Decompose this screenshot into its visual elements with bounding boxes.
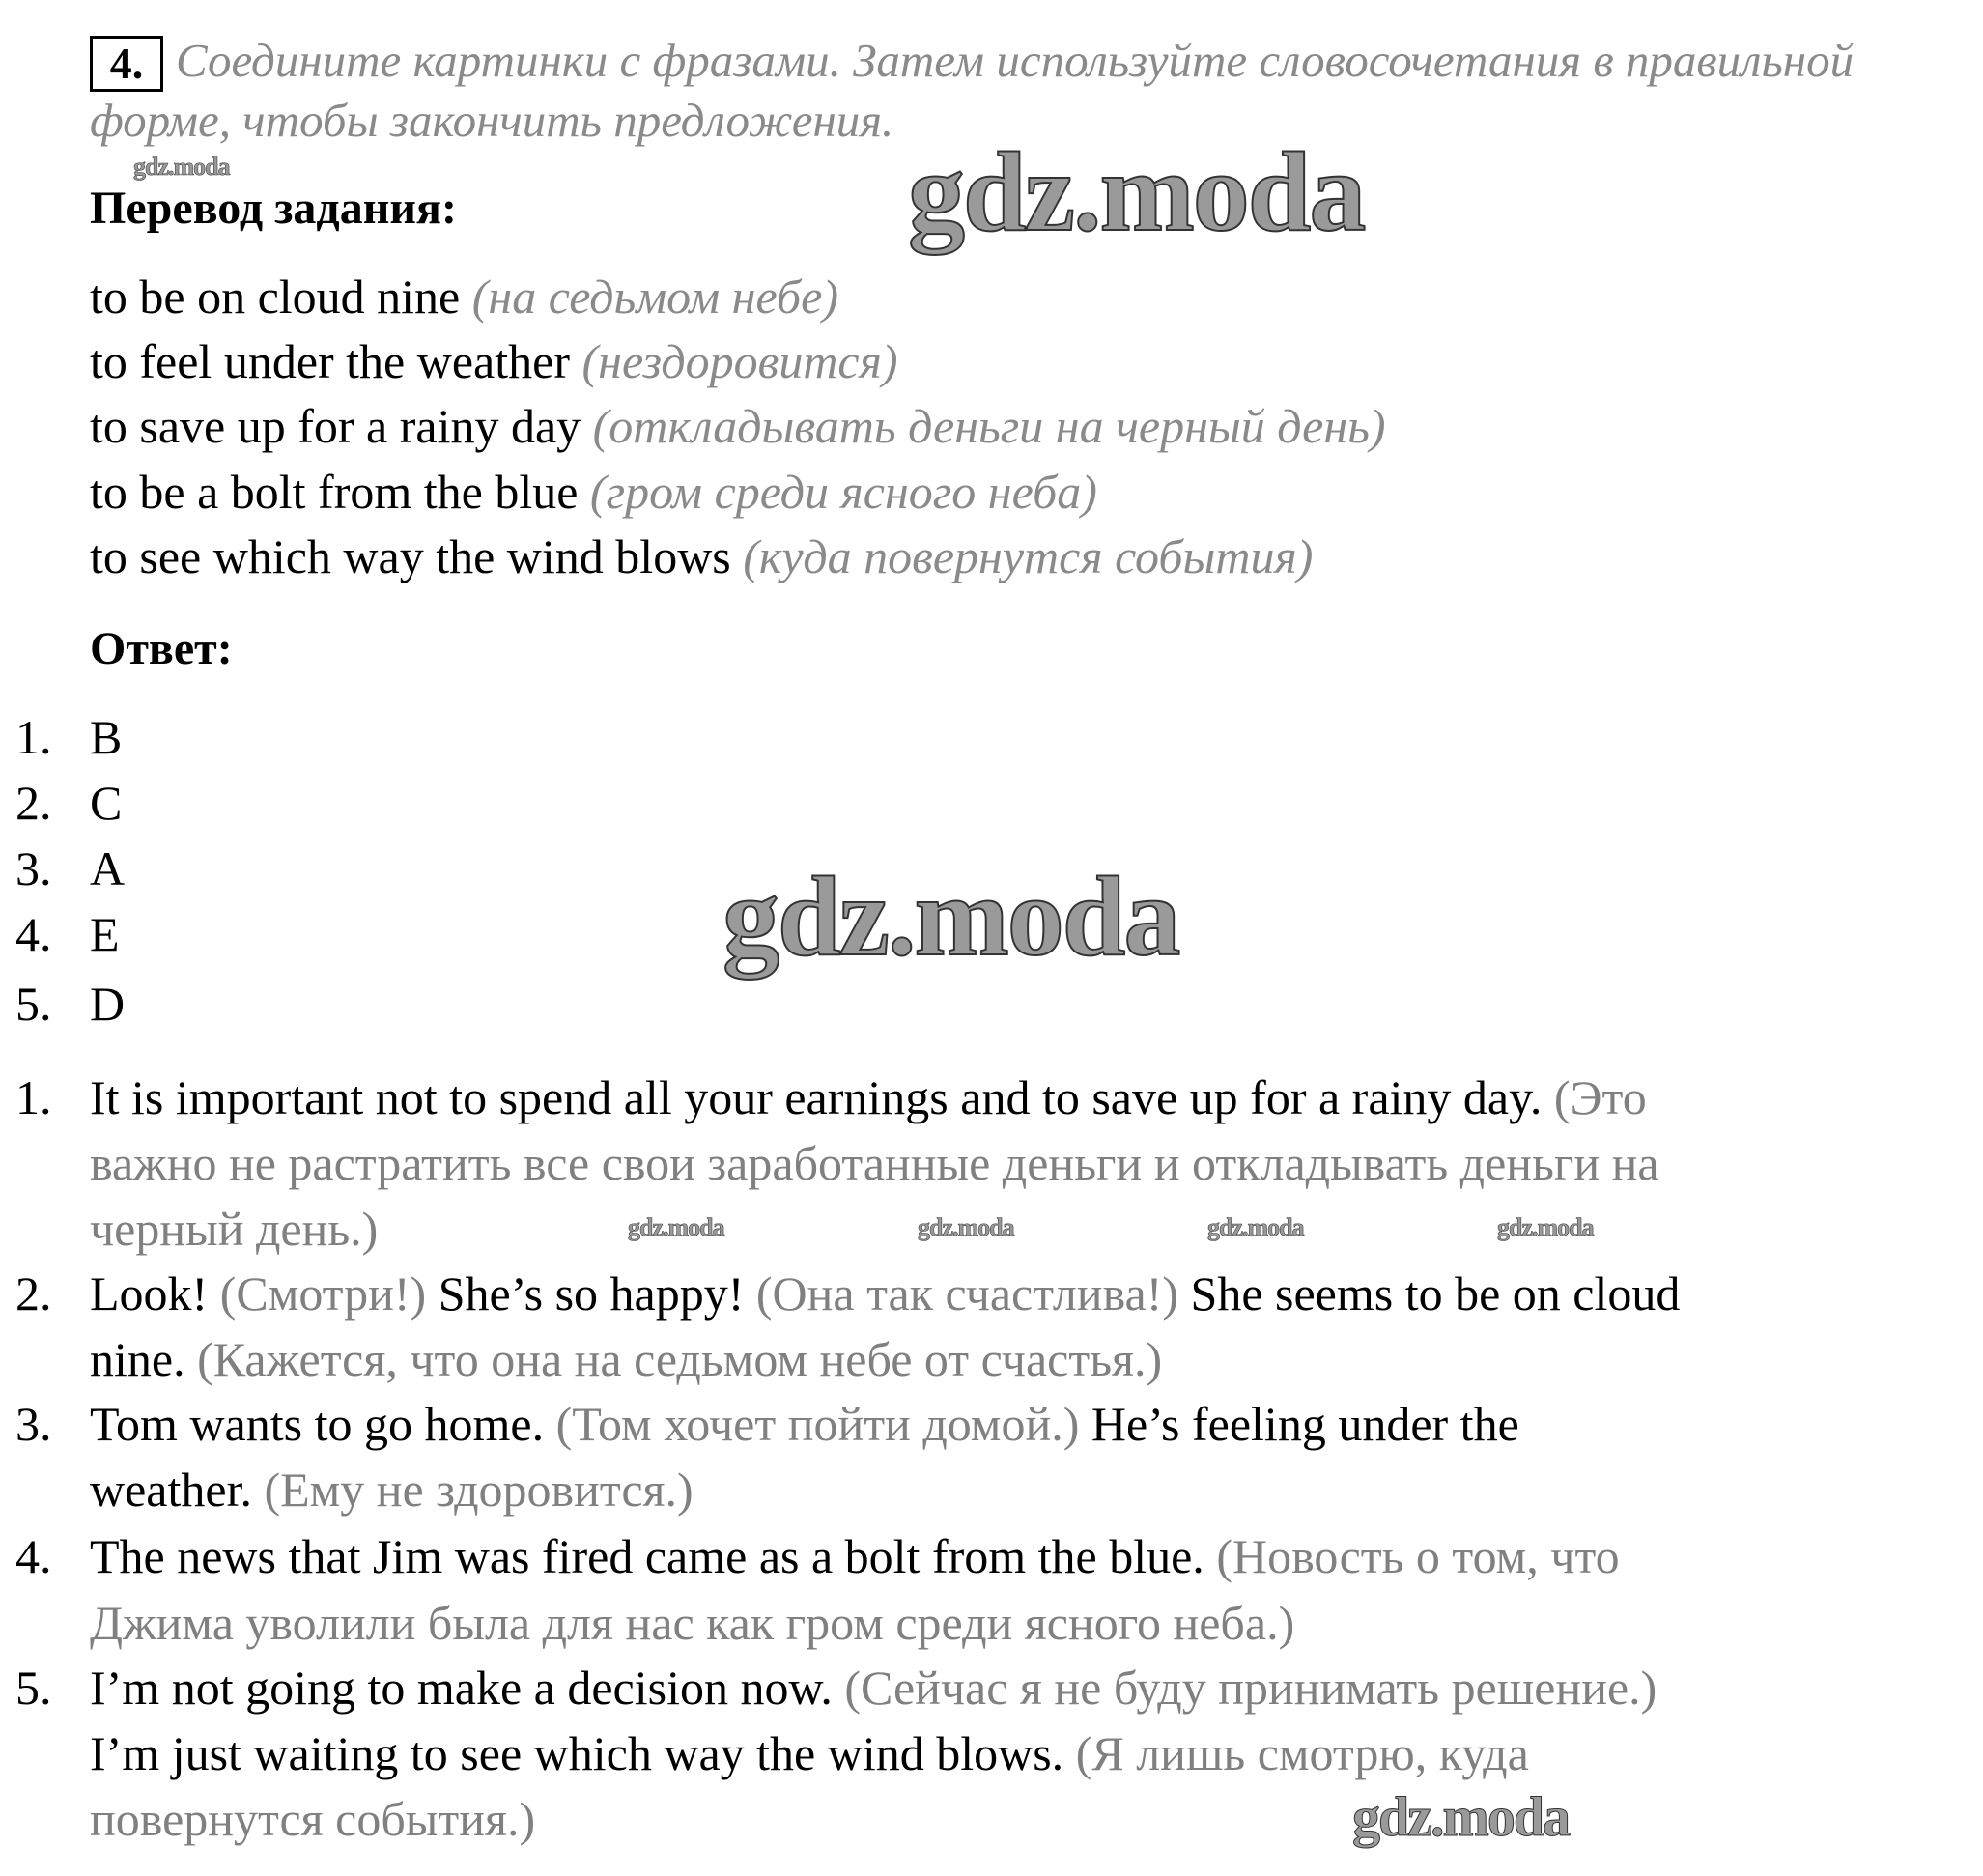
phrase-english: to feel under the weather bbox=[90, 334, 570, 388]
task-number: 4. bbox=[90, 36, 163, 92]
sentence-russian: (Она так счастлива!) bbox=[755, 1266, 1191, 1321]
sentence-english: It is important not to spend all your earnings and to save up for a rainy day. bbox=[90, 1070, 1554, 1124]
sentence-english: I’m not going to make a decision now. bbox=[90, 1661, 845, 1715]
phrase-english: to see which way the wind blows bbox=[90, 529, 731, 583]
sentence-russian: (Новость о том, что bbox=[1216, 1529, 1620, 1583]
sentence-english: Look! bbox=[90, 1266, 220, 1321]
phrase-english: to be on cloud nine bbox=[90, 270, 461, 324]
match-number: 3. bbox=[15, 841, 52, 895]
watermark: gdz.moda bbox=[908, 128, 1365, 255]
match-letter: C bbox=[90, 776, 123, 830]
task-instruction-line1: Соедините картинки с фразами. Затем используйте словосочетания в правильной bbox=[176, 34, 1855, 87]
phrase-russian: (откладывать деньги на черный день) bbox=[592, 399, 1386, 453]
sentence-line bbox=[90, 1332, 1163, 1386]
sentence-english: weather. bbox=[90, 1463, 265, 1517]
phrase-russian: (куда повернутся события) bbox=[743, 529, 1314, 583]
answer-heading: Ответ: bbox=[90, 623, 233, 674]
phrase-item bbox=[90, 334, 898, 388]
sentence-russian: черный день.) bbox=[90, 1202, 379, 1256]
watermark: gdz.moda bbox=[1207, 1213, 1304, 1241]
sentence-number: 3. bbox=[15, 1397, 52, 1451]
sentence-line bbox=[90, 1596, 1295, 1650]
match-letter: A bbox=[90, 841, 126, 895]
watermark: gdz.moda bbox=[918, 1213, 1014, 1241]
sentence-russian: Джима уволили была для нас как гром среди ясного неба.) bbox=[90, 1596, 1295, 1650]
sentence-russian: (Том хочет пойти домой.) bbox=[555, 1397, 1091, 1451]
sentence-line bbox=[90, 1070, 1647, 1124]
watermark: gdz.moda bbox=[628, 1213, 724, 1241]
match-number: 5. bbox=[15, 977, 52, 1031]
match-letter: B bbox=[90, 710, 123, 764]
match-letter: E bbox=[90, 907, 120, 961]
sentence-english: Tom wants to go home. bbox=[90, 1397, 556, 1451]
sentence-number: 1. bbox=[15, 1070, 52, 1124]
match-number: 1. bbox=[15, 710, 52, 764]
sentence-russian: повернутся события.) bbox=[90, 1792, 536, 1846]
watermark: gdz.moda bbox=[133, 153, 230, 181]
watermark: gdz.moda bbox=[1352, 1785, 1570, 1848]
sentence-english: She seems to be on cloud bbox=[1190, 1266, 1681, 1321]
phrase-russian: (на седьмом небе) bbox=[471, 270, 838, 324]
task-instruction-line2: форме, чтобы закончить предложения. bbox=[90, 94, 894, 147]
sentence-number: 2. bbox=[15, 1266, 52, 1321]
sentence-russian: (Смотри!) bbox=[219, 1266, 439, 1321]
sentence-russian: (Это bbox=[1553, 1070, 1647, 1124]
phrase-russian: (гром среди ясного неба) bbox=[589, 465, 1097, 519]
sentence-russian: (Сейчас я не буду принимать решение.) bbox=[844, 1661, 1657, 1715]
phrase-item bbox=[90, 529, 1314, 583]
phrase-english: to save up for a rainy day bbox=[90, 399, 581, 453]
sentence-line bbox=[90, 1463, 694, 1517]
sentence-english: He’s feeling under the bbox=[1091, 1397, 1519, 1451]
sentence-english: The news that Jim was fired came as a bolt from the blue. bbox=[90, 1529, 1217, 1583]
phrase-item bbox=[90, 270, 838, 324]
sentence-line bbox=[90, 1202, 379, 1256]
phrase-russian: (нездоровится) bbox=[581, 334, 898, 388]
sentence-number: 4. bbox=[15, 1529, 52, 1583]
sentence-line bbox=[90, 1661, 1657, 1715]
sentence-line bbox=[90, 1397, 1519, 1451]
sentence-line bbox=[90, 1726, 1529, 1780]
sentence-russian: важно не растратить все свои заработанные деньги и откладывать деньги на bbox=[90, 1136, 1659, 1190]
sentence-line bbox=[90, 1266, 1681, 1321]
sentence-russian: (Я лишь смотрю, куда bbox=[1075, 1726, 1529, 1780]
sentence-english: I’m just waiting to see which way the wind blows. bbox=[90, 1726, 1076, 1780]
watermark: gdz.moda bbox=[1497, 1213, 1594, 1241]
sentence-russian: (Кажется, что она на седьмом небе от счастья.) bbox=[197, 1332, 1163, 1386]
sentence-english: nine. bbox=[90, 1332, 198, 1386]
match-letter: D bbox=[90, 977, 126, 1031]
sentence-number: 5. bbox=[15, 1661, 52, 1715]
phrase-item bbox=[90, 465, 1097, 519]
sentence-english: She’s so happy! bbox=[438, 1266, 756, 1321]
match-number: 2. bbox=[15, 776, 52, 830]
phrase-item bbox=[90, 399, 1386, 453]
sentence-line bbox=[90, 1529, 1620, 1583]
sentence-line bbox=[90, 1792, 536, 1846]
sentence-line bbox=[90, 1136, 1659, 1190]
sentence-russian: (Ему не здоровится.) bbox=[264, 1463, 694, 1517]
phrase-english: to be a bolt from the blue bbox=[90, 465, 579, 519]
match-number: 4. bbox=[15, 907, 52, 961]
translation-heading: Перевод задания: bbox=[90, 183, 457, 234]
watermark: gdz.moda bbox=[722, 853, 1179, 980]
